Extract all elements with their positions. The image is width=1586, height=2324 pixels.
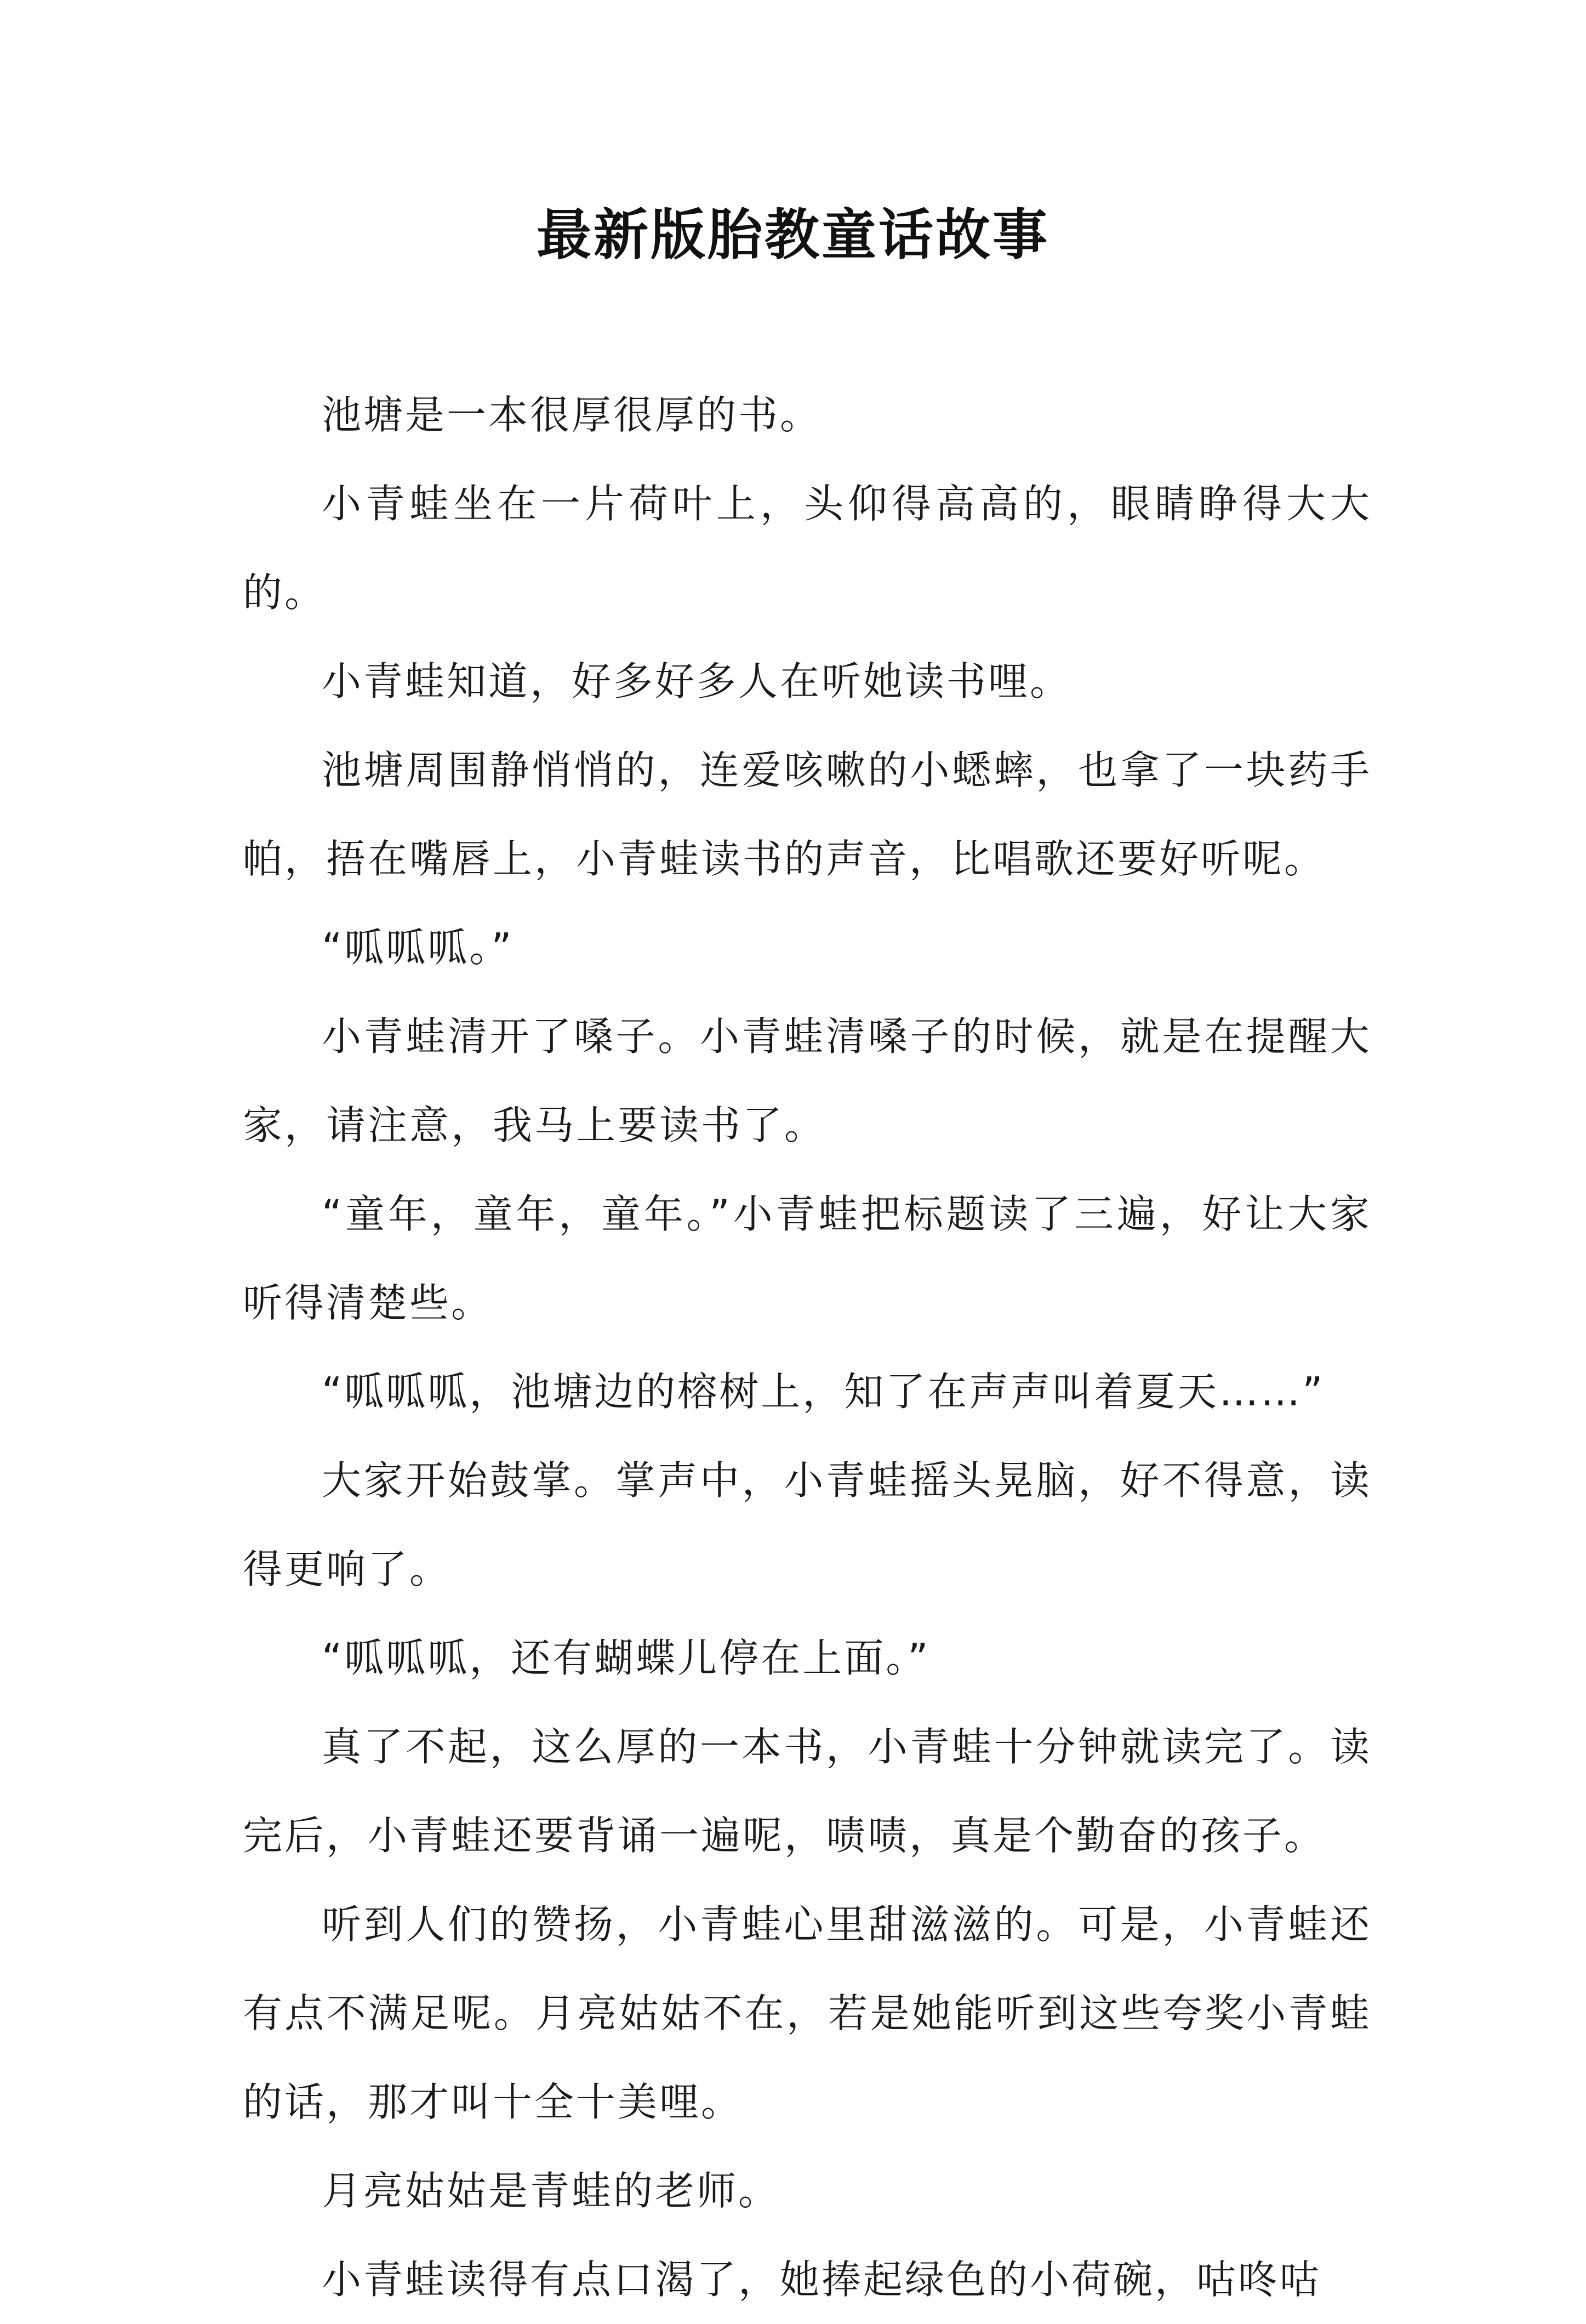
paragraph: 真了不起，这么厚的一本书，小青蛙十分钟就读完了。读完后，小青蛙还要背诵一遍呢，啧啧，真是个勤奋的孩子。 [243,1724,1372,1859]
paragraph: 小青蛙清开了嗓子。小青蛙清嗓子的时候，就是在提醒大家，请注意，我马上要读书了。 [243,1013,1372,1148]
document-body [243,371,1372,2324]
paragraph: 听到人们的赞扬，小青蛙心里甜滋滋的。可是，小青蛙还有点不满足呢。月亮姑姑不在，若是她能听到这些夸奖小青蛙的话，那才叫十全十美哩。 [243,1901,1372,2125]
paragraph: “童年，童年，童年。”小青蛙把标题读了三遍，好让大家听得清楚些。 [243,1191,1372,1326]
paragraph: 小青蛙读得有点口渴了，她捧起绿色的小荷碗，咕咚咕 [322,2257,1322,2303]
paragraph: “呱呱呱，还有蝴蝶儿停在上面。” [322,1635,931,1681]
paragraph: “呱呱呱。” [322,925,514,971]
paragraph: 小青蛙坐在一片荷叶上，头仰得高高的，眼睛睁得大大的。 [243,481,1372,616]
paragraph: 池塘是一本很厚很厚的书。 [322,392,822,438]
paragraph: 小青蛙知道，好多好多人在听她读书哩。 [322,658,1072,704]
paragraph: 大家开始鼓掌。掌声中，小青蛙摇头晃脑，好不得意，读得更响了。 [243,1457,1372,1592]
paragraph: 月亮姑姑是青蛙的老师。 [322,2168,780,2214]
paragraph: 池塘周围静悄悄的，连爱咳嗽的小蟋蟀，也拿了一块药手帕，捂在嘴唇上，小青蛙读书的声音，比唱歌还要好听呢。 [243,747,1372,882]
document-title: 最新版胎教童话故事 [537,202,1049,267]
paragraph: “呱呱呱，池塘边的榕树上，知了在声声叫着夏天……” [322,1369,1325,1415]
